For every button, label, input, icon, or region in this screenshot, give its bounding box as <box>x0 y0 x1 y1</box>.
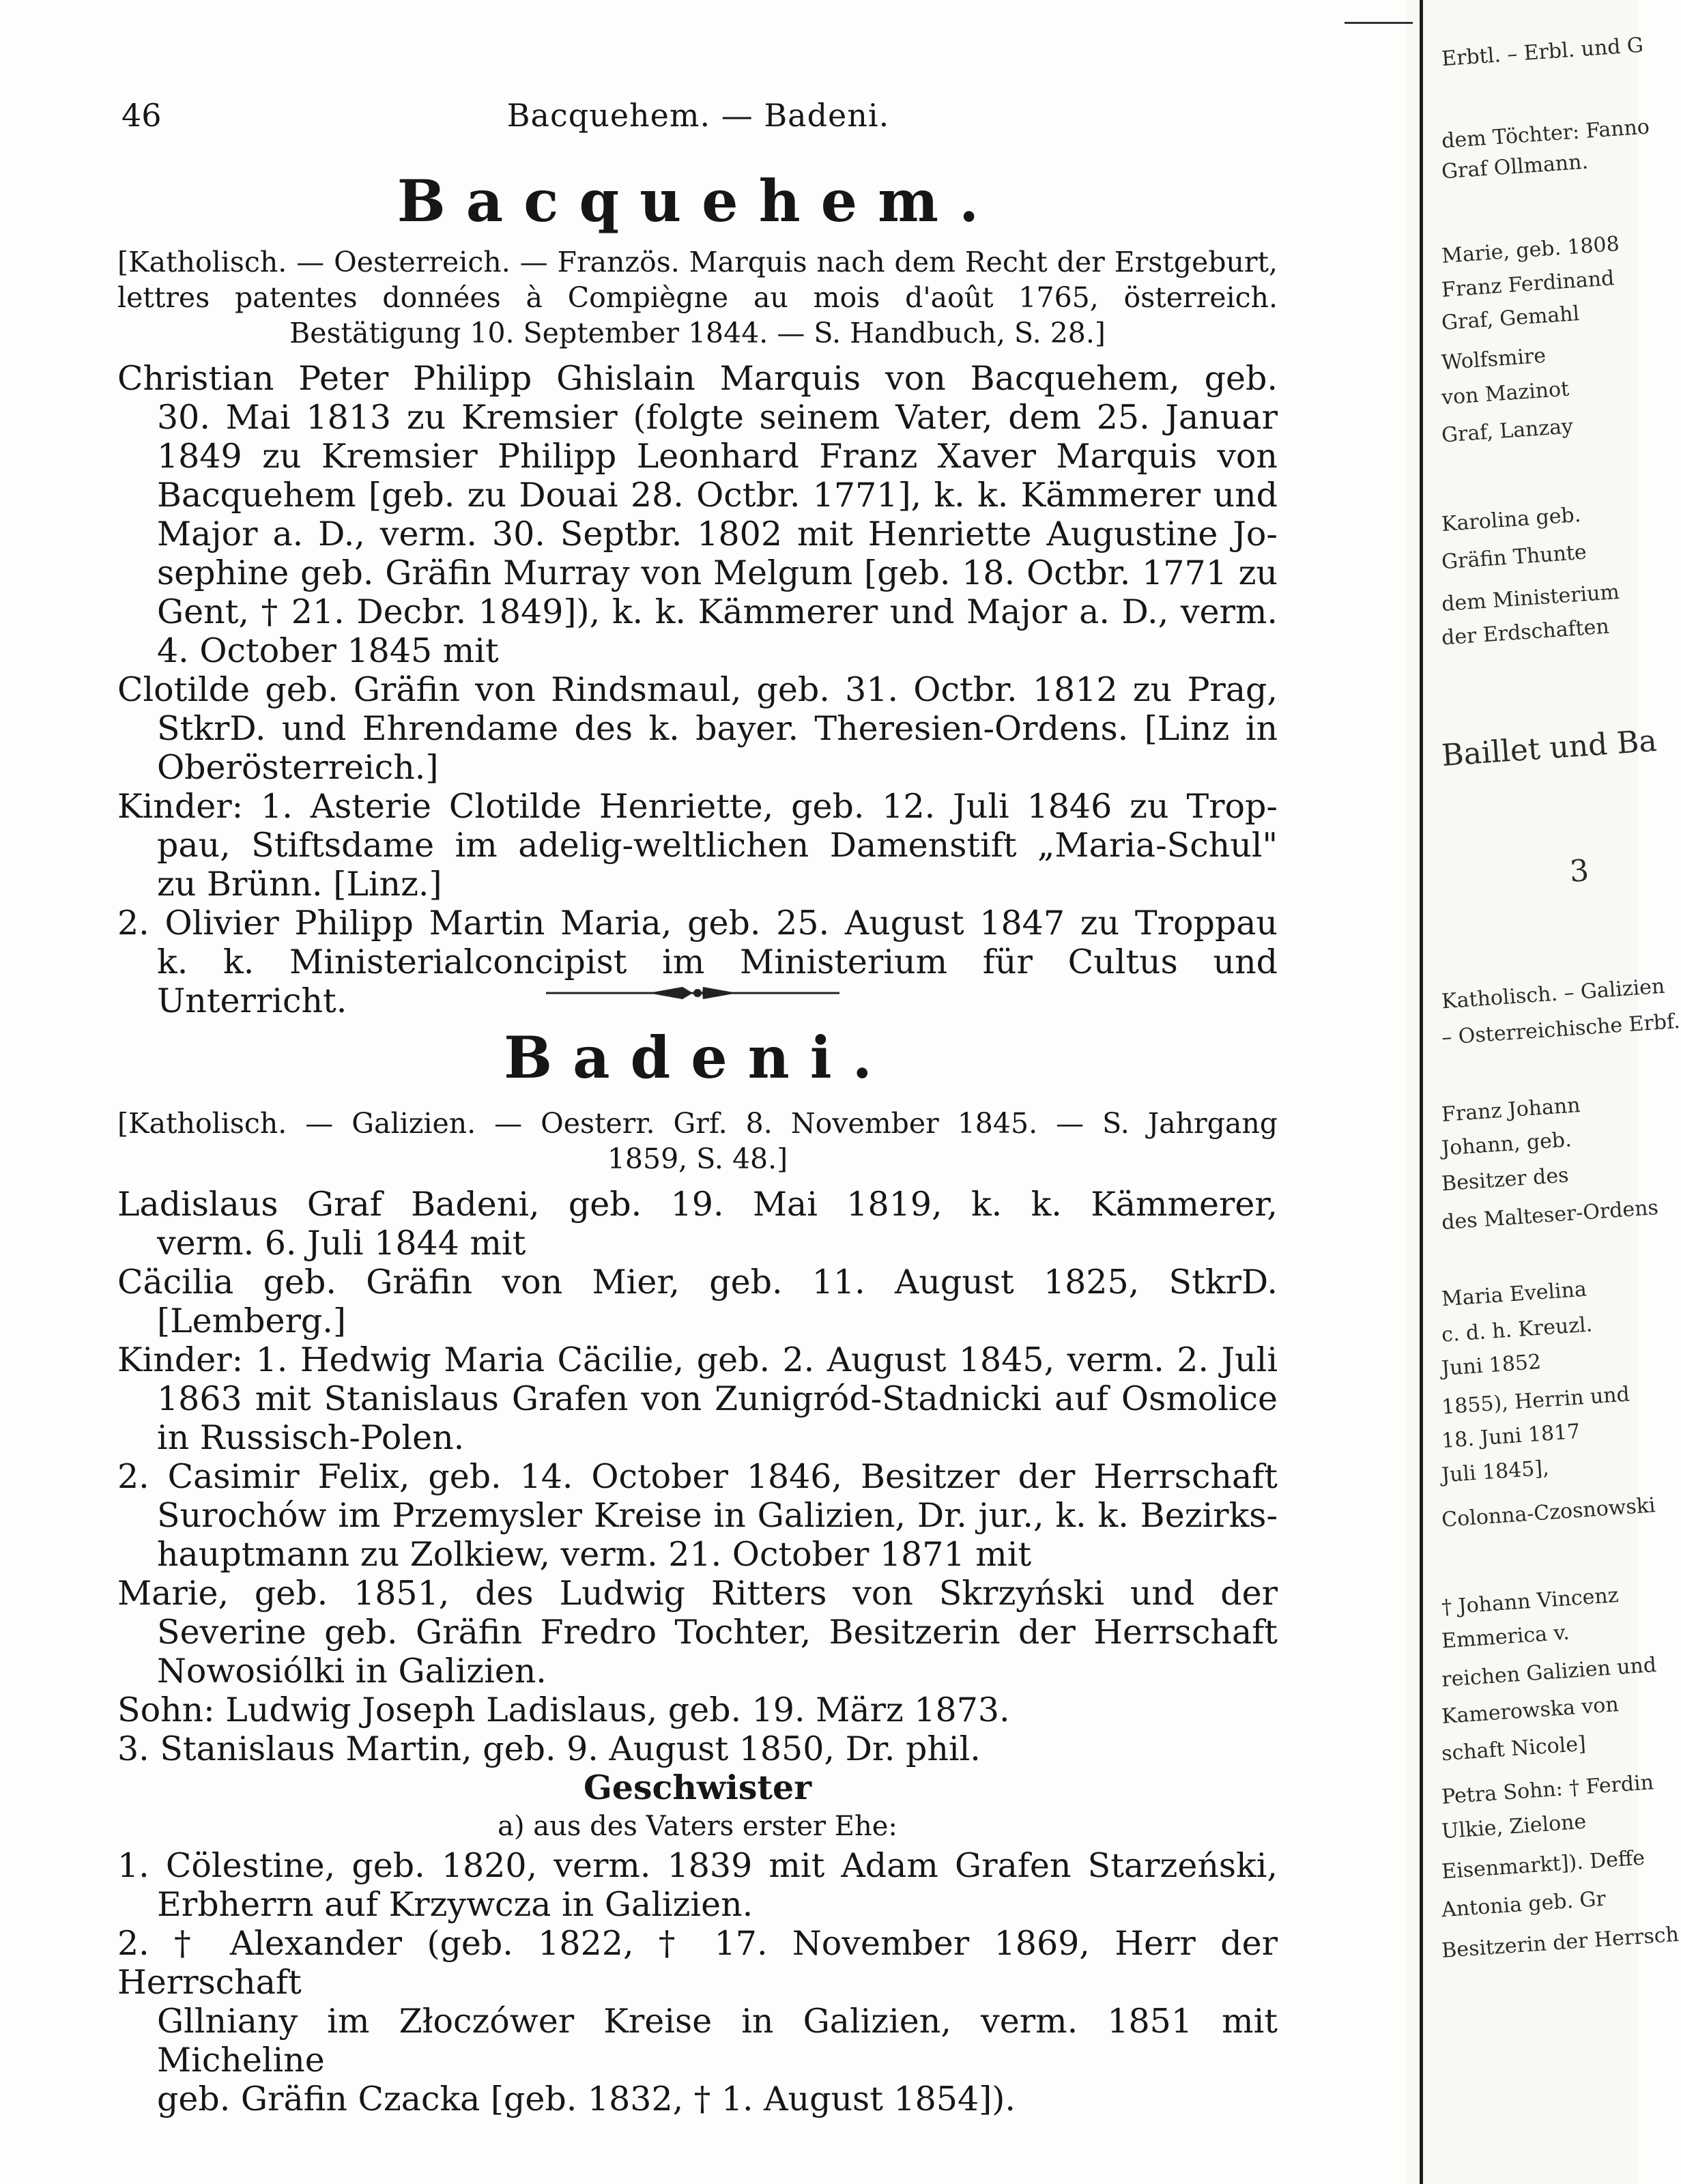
entry-line: Erbherrn auf Krzywcza in Galizien. <box>157 1885 753 1924</box>
entry-line: 2. Casimir Felix, geb. 14. October 1846, Besitzer der Herrschaft <box>117 1457 1278 1496</box>
adjacent-page-fragment <box>1406 0 1681 2184</box>
bacquehem-entries <box>117 359 1278 1020</box>
entry-line: 2. Olivier Philipp Martin Maria, geb. 25. August 1847 zu Troppau <box>117 904 1278 943</box>
entry-line: Marie, geb. 1851, des Ludwig Ritters von Skrzyński und der <box>117 1574 1278 1613</box>
entry-line: verm. 6. Juli 1844 mit <box>157 1224 526 1263</box>
margin-fragment: Karolina geb. <box>1440 502 1582 537</box>
entry-stanislaus <box>117 1729 1278 1768</box>
entry-christian <box>117 359 1278 670</box>
margin-fragment: – Osterreichische Erbf. <box>1441 1009 1681 1050</box>
siblings-heading: Geschwister <box>583 1768 812 1807</box>
entry-line: Bacquehem [geb. zu Douai 28. Octbr. 1771], k. k. Kämmerer und <box>157 476 1278 515</box>
entry-casimir <box>117 1457 1278 1574</box>
entry-line: Severine geb. Gräfin Fredro Tochter, Besitzerin der Herrschaft <box>157 1613 1278 1652</box>
margin-fragment: c. d. h. Kreuzl. <box>1441 1312 1594 1347</box>
margin-fragment: Katholisch. – Galizien <box>1441 974 1666 1014</box>
entry-line: zu Brünn. [Linz.] <box>157 865 442 904</box>
entry-line: Gent, † 21. Decbr. 1849]), k. k. Kämmerer und Major a. D., verm. <box>157 592 1278 631</box>
running-head: Bacquehem. — Badeni. <box>506 97 890 134</box>
entry-line: 1849 zu Kremsier Philipp Leonhard Franz Xaver Marquis von <box>157 437 1278 476</box>
entry-kinder-badeni <box>117 1340 1278 1457</box>
entry-line: 2. † Alexander (geb. 1822, † 17. November 1869, Herr der Herrschaft <box>117 1924 1278 2002</box>
entry-line: sephine geb. Gräfin Murray von Melgum [geb. 18. Octbr. 1771 zu <box>157 554 1278 592</box>
section-title-bacquehem: Bacquehem. <box>397 167 1000 235</box>
entry-clotilde <box>117 670 1278 787</box>
entry-line: in Russisch-Polen. <box>157 1418 465 1457</box>
badeni-entries <box>117 1185 1278 2118</box>
entry-line: Nowosiólki in Galizien. <box>157 1652 547 1691</box>
badeni-intro <box>117 1106 1278 1177</box>
entry-line: [Lemberg.] <box>157 1302 346 1340</box>
margin-fragment: Emmerica v. <box>1440 1620 1570 1654</box>
entry-line: Kinder: 1. Asterie Clotilde Henriette, geb. 12. Juli 1846 zu Trop- <box>117 787 1278 826</box>
entry-line: 30. Mai 1813 zu Kremsier (folgte seinem Vater, dem 25. Januar <box>157 398 1278 437</box>
margin-fragment: 1855), Herrin und <box>1441 1382 1630 1420</box>
bacquehem-intro <box>117 244 1278 351</box>
entry-line: Kinder: 1. Hedwig Maria Cäcilie, geb. 2. August 1845, verm. 2. Juli <box>117 1340 1278 1379</box>
margin-fragment: Erbtl. – Erbl. und G <box>1441 33 1644 72</box>
ornament-divider <box>546 983 839 1003</box>
entry-marie <box>117 1574 1278 1691</box>
margin-dash <box>1345 22 1413 24</box>
entry-line: geb. Gräfin Czacka [geb. 1832, † 1. August 1854]). <box>157 2080 1016 2118</box>
entry-line: 1. Cölestine, geb. 1820, verm. 1839 mit Adam Grafen Starzeński, <box>117 1846 1278 1885</box>
entry-line: 3. Stanislaus Martin, geb. 9. August 1850, Dr. phil. <box>117 1729 981 1768</box>
margin-fragment: Eisenmarkt]). Deffe <box>1441 1845 1646 1884</box>
entry-line: k. k. Ministerialconcipist im Ministerium für Cultus und Unterricht. <box>157 943 1278 1020</box>
entry-caecilia <box>117 1263 1278 1340</box>
entry-line: Cäcilia geb. Gräfin von Mier, geb. 11. August 1825, StkrD. <box>117 1263 1278 1302</box>
margin-fragment: dem Töchter: Fanno <box>1441 115 1650 154</box>
margin-fragment: Baillet und Ba <box>1440 723 1658 773</box>
entry-line: Gllniany im Złoczówer Kreise in Galizien, verm. 1851 mit Micheline <box>157 2002 1278 2080</box>
margin-fragment: Colonna-Czosnowski <box>1441 1493 1656 1532</box>
entry-kinder <box>117 787 1278 904</box>
entry-line: Surochów im Przemysler Kreise in Galizien, Dr. jur., k. k. Bezirks- <box>157 1496 1278 1535</box>
intro-line: [Katholisch. — Oesterreich. — Französ. Marquis nach dem Recht der Erstgeburt, <box>117 246 1278 278</box>
entry-line: Clotilde geb. Gräfin von Rindsmaul, geb. 31. Octbr. 1812 zu Prag, <box>117 670 1278 709</box>
entry-line: Oberösterreich.] <box>157 748 439 787</box>
intro-line: [Katholisch. — Galizien. — Oesterr. Grf. 8. November 1845. — S. Jahrgang <box>117 1107 1278 1140</box>
margin-fragment: Graf, Gemahl <box>1440 301 1581 336</box>
entry-line: pau, Stiftsdame im adelig-weltlichen Damenstift „Maria-Schul" <box>157 826 1278 865</box>
margin-fragment: Maria Evelina <box>1441 1277 1587 1312</box>
intro-line: lettres patentes données à Compiègne au mois d'août 1765, österreich. <box>117 281 1278 314</box>
margin-fragment: Besitzer des <box>1440 1163 1570 1196</box>
entry-line: 4. October 1845 mit <box>157 631 499 670</box>
entry-line: Major a. D., verm. 30. Septbr. 1802 mit Henriette Augustine Jo- <box>157 515 1278 554</box>
margin-fragment: dem Ministerium <box>1441 579 1620 617</box>
section-title-badeni: Badeni. <box>504 1024 893 1091</box>
entry-line: hauptmann zu Zolkiew, verm. 21. October 1871 mit <box>157 1535 1032 1574</box>
page-header <box>121 97 1275 145</box>
entry-sohn <box>117 1691 1278 1729</box>
margin-fragment: reichen Galizien und <box>1441 1653 1658 1692</box>
margin-fragment: Gräfin Thunte <box>1441 540 1587 575</box>
margin-fragment: des Malteser-Ordens <box>1441 1195 1659 1235</box>
entry-line: Sohn: Ludwig Joseph Ladislaus, geb. 19. März 1873. <box>117 1691 1010 1729</box>
margin-fragment: 3 <box>1568 853 1590 889</box>
margin-fragment: Ulkie, Zielone <box>1441 1809 1587 1844</box>
entry-line: Christian Peter Philipp Ghislain Marquis von Bacquehem, geb. <box>117 359 1278 398</box>
margin-fragment: † Johann Vincenz <box>1441 1583 1620 1620</box>
margin-fragment: Johann, geb. <box>1440 1127 1572 1161</box>
margin-fragment: Besitzerin der Herrsch <box>1441 1922 1680 1964</box>
margin-fragment: Franz Ferdinand <box>1441 266 1615 302</box>
entry-line: 1863 mit Stanislaus Grafen von Zunigród-Stadnicki auf Osmolice <box>157 1379 1278 1418</box>
margin-fragment: Antonia geb. Gr <box>1441 1886 1607 1923</box>
intro-line: 1859, S. 48.] <box>607 1143 788 1175</box>
margin-fragment: von Mazinot <box>1440 377 1570 410</box>
margin-fragment: Marie, geb. 1808 <box>1441 231 1620 269</box>
intro-line: Bestätigung 10. September 1844. — S. Handbuch, S. 28.] <box>289 317 1106 349</box>
page-gutter-line <box>1420 0 1423 2184</box>
entry-line: StkrD. und Ehrendame des k. bayer. Theresien-Ordens. [Linz in <box>157 709 1278 748</box>
margin-fragment: schaft Nicole] <box>1441 1732 1587 1766</box>
entry-coelestine <box>117 1846 1278 1924</box>
entry-alexander <box>117 1924 1278 2118</box>
margin-fragment: Franz Johann <box>1440 1093 1581 1127</box>
margin-fragment: Juli 1845], <box>1440 1456 1550 1488</box>
page-number: 46 <box>121 97 162 134</box>
entry-ladislaus <box>117 1185 1278 1263</box>
margin-fragment: der Erdschaften <box>1441 614 1610 650</box>
siblings-subheading: a) aus des Vaters erster Ehe: <box>498 1811 897 1842</box>
margin-fragment: Petra Sohn: † Ferdin <box>1441 1770 1655 1809</box>
margin-fragment: Juni 1852 <box>1440 1349 1542 1381</box>
margin-fragment: Graf, Lanzay <box>1440 414 1575 448</box>
margin-fragment: Kamerowska von <box>1441 1692 1620 1729</box>
margin-fragment: Wolfsmire <box>1440 343 1547 375</box>
entry-line: Ladislaus Graf Badeni, geb. 19. Mai 1819, k. k. Kämmerer, <box>117 1185 1278 1224</box>
margin-fragment: Graf Ollmann. <box>1441 149 1590 184</box>
margin-fragment: 18. Juni 1817 <box>1440 1419 1581 1454</box>
